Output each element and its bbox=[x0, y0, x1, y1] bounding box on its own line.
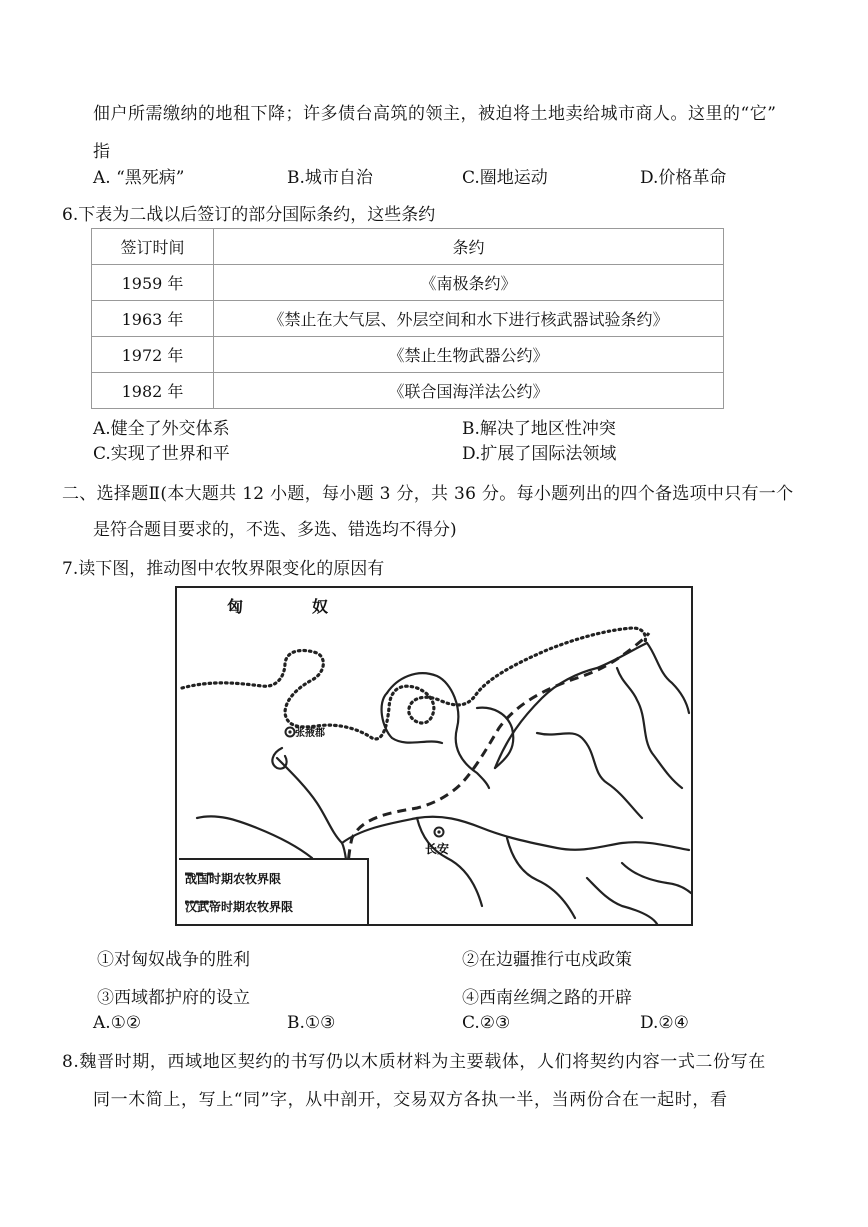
q5-text-line2: 指 bbox=[93, 142, 110, 162]
table-cell-treaty: 《禁止在大气层、外层空间和水下进行核武器试验条约》 bbox=[214, 301, 724, 337]
table-cell-treaty: 《南极条约》 bbox=[214, 265, 724, 301]
city-label-changan: 长安 bbox=[425, 842, 450, 856]
table-row bbox=[92, 373, 724, 409]
dashed-line-icon bbox=[185, 870, 213, 878]
q7-statement-1: ①对匈奴战争的胜利 bbox=[97, 950, 250, 970]
q6-option-d: D.扩展了国际法领域 bbox=[462, 444, 617, 464]
q6-option-a: A.健全了外交体系 bbox=[93, 419, 230, 439]
table-cell-treaty: 《联合国海洋法公约》 bbox=[214, 373, 724, 409]
table-row bbox=[92, 265, 724, 301]
q8-line2: 同一木简上，写上“同”字，从中剖开，交易双方各执一半，当两份合在一起时，看 bbox=[93, 1090, 728, 1110]
table-header-date: 签订时间 bbox=[92, 229, 214, 265]
q5-option-d: D.价格革命 bbox=[640, 168, 727, 188]
q5-option-a: A. “黑死病” bbox=[93, 168, 185, 188]
q7-option-b: B.①③ bbox=[287, 1013, 336, 1033]
q5-text-line1: 佃户所需缴纳的地租下降；许多债台高筑的领主，被迫将土地卖给城市商人。这里的“它” bbox=[93, 104, 777, 124]
q7-statement-3: ③西域都护府的设立 bbox=[97, 988, 250, 1008]
table-cell-treaty: 《禁止生物武器公约》 bbox=[214, 337, 724, 373]
legend-label: 战国时期农牧界限 bbox=[185, 872, 282, 886]
table-header-treaty: 条约 bbox=[214, 229, 724, 265]
q7-option-a: A.①② bbox=[93, 1013, 142, 1033]
dotted-line-icon bbox=[185, 898, 213, 906]
q5-option-b: B.城市自治 bbox=[287, 168, 373, 188]
map-region-label: 奴 bbox=[312, 597, 329, 616]
q7-stem: 7.读下图，推动图中农牧界限变化的原因有 bbox=[62, 559, 385, 579]
historical-map bbox=[175, 586, 693, 926]
table-cell-date: 1982 年 bbox=[92, 373, 214, 409]
han-wudi-boundary bbox=[182, 628, 645, 739]
city-label-zhangye: 张掖郡 bbox=[295, 728, 325, 739]
map-region-label: 匈 bbox=[227, 597, 244, 616]
q6-option-c: C.实现了世界和平 bbox=[93, 444, 230, 464]
table-cell-date: 1972 年 bbox=[92, 337, 214, 373]
legend-item-warring-states bbox=[185, 870, 281, 887]
changan-marker-dot bbox=[437, 830, 440, 833]
q6-stem: 6.下表为二战以后签订的部分国际条约，这些条约 bbox=[62, 205, 436, 225]
treaty-table bbox=[91, 228, 724, 409]
table-cell-date: 1959 年 bbox=[92, 265, 214, 301]
legend-item-han-wudi bbox=[185, 898, 293, 915]
zhangye-marker-dot bbox=[288, 730, 291, 733]
map-legend bbox=[179, 858, 369, 924]
section2-line2: 是符合题目要求的，不选、多选、错选均不得分) bbox=[93, 520, 457, 540]
q6-option-b: B.解决了地区性冲突 bbox=[462, 419, 616, 439]
q7-option-c: C.②③ bbox=[462, 1013, 511, 1033]
table-row bbox=[92, 301, 724, 337]
table-header-row bbox=[92, 229, 724, 265]
q7-statement-4: ④西南丝绸之路的开辟 bbox=[462, 988, 632, 1008]
q7-option-d: D.②④ bbox=[640, 1013, 689, 1033]
section2-line1: 二、选择题Ⅱ(本大题共 12 小题，每小题 3 分，共 36 分。每小题列出的四个备选项中只有一个 bbox=[62, 484, 794, 504]
table-cell-date: 1963 年 bbox=[92, 301, 214, 337]
q8-line1: 8.魏晋时期，西域地区契约的书写仍以木质材料为主要载体，人们将契约内容一式二份写在 bbox=[62, 1052, 766, 1072]
table-row bbox=[92, 337, 724, 373]
legend-label: 汉武帝时期农牧界限 bbox=[185, 900, 294, 914]
q7-statement-2: ②在边疆推行屯戍政策 bbox=[462, 950, 632, 970]
q5-option-c: C.圈地运动 bbox=[462, 168, 548, 188]
